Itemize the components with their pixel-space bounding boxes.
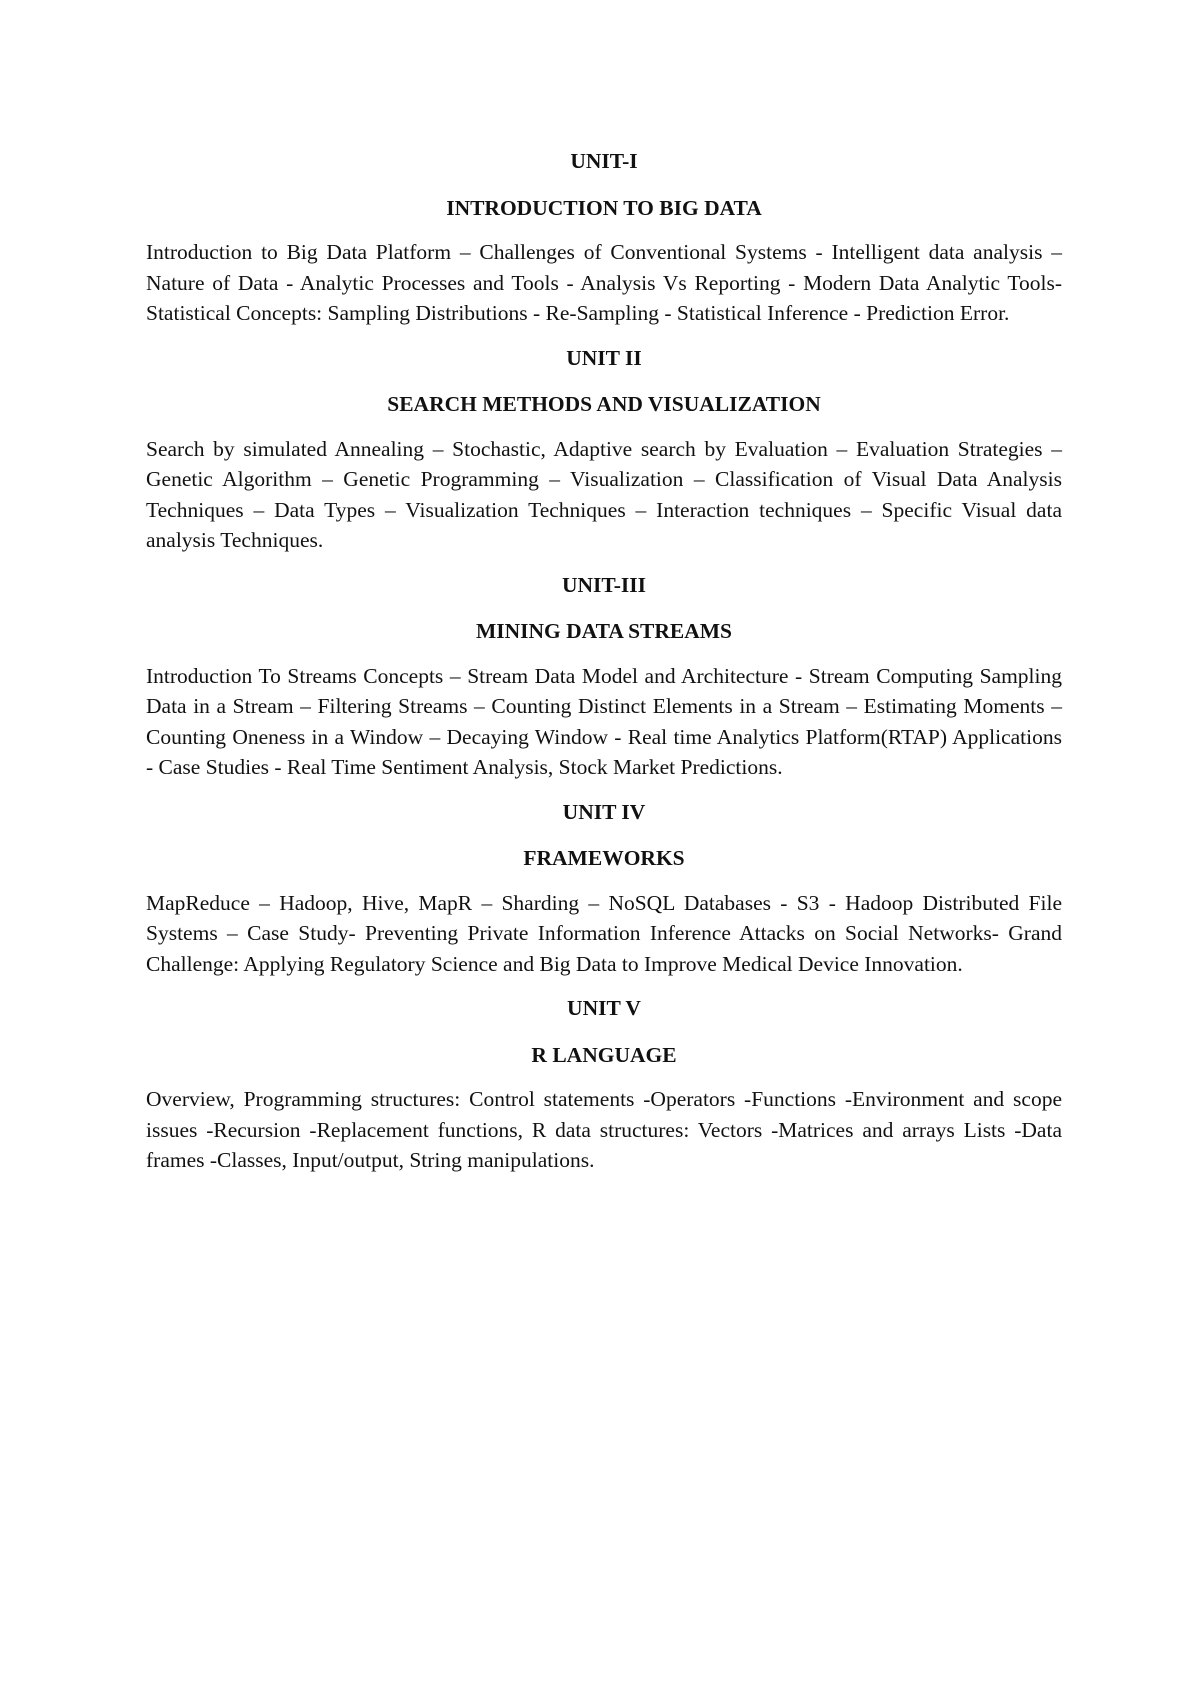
unit-body: MapReduce – Hadoop, Hive, MapR – Sharding – NoSQL Databases - S3 - Hadoop Distributed File Systems – Case Study- Preventing Private Information Inference Attacks on Social Networks- Grand Challenge: Applying Regulatory Science and Big Data to Improve Medical Device Innovation. — [146, 890, 1062, 976]
unit-label: UNIT V — [567, 996, 641, 1020]
unit-label: UNIT II — [566, 345, 642, 370]
unit-title: FRAMEWORKS — [523, 846, 685, 870]
unit-body: Introduction To Streams Concepts – Stream Data Model and Architecture - Stream Computing Sampling Data in a Stream – Filtering Streams – Counting Distinct Elements in a Stream – Estimating Moments – Counting Oneness in a Window – Decaying Window - Real time Analytics Platform(RTAP) Applications - Case Studies - Real Time Sentiment Analysis, Stock Market Predictions. — [146, 663, 1062, 779]
unit-label: UNIT IV — [562, 799, 646, 824]
unit-title: MINING DATA STREAMS — [475, 619, 733, 643]
unit-section-3 — [146, 570, 1062, 783]
unit-section-2 — [146, 343, 1062, 556]
unit-title: R LANGUAGE — [531, 1042, 677, 1067]
unit-body: Search by simulated Annealing – Stochastic, Adaptive search by Evaluation – Evaluation Strategies –Genetic Algorithm – Genetic Programming – Visualization – Classification of Visual Data Analysis Techniques – Data Types – Visualization Techniques – Interaction techniques – Specific Visual data analysis Techniques. — [146, 436, 1062, 552]
unit-section-4 — [146, 797, 1062, 980]
unit-title: SEARCH METHODS AND VISUALIZATION — [387, 392, 821, 416]
unit-title: INTRODUCTION TO BIG DATA — [446, 195, 762, 220]
unit-section-5 — [146, 993, 1062, 1176]
unit-body: Overview, Programming structures: Control statements -Operators -Functions -Environment and scope issues -Recursion -Replacement functions, R data structures: Vectors -Matrices and arrays Lists -Data frames -Classes, Input/output, String manipulations. — [146, 1087, 1062, 1172]
syllabus-content — [146, 146, 1062, 1190]
unit-label: UNIT-III — [561, 572, 647, 597]
unit-label: UNIT-I — [570, 149, 638, 173]
unit-body: Introduction to Big Data Platform – Challenges of Conventional Systems - Intelligent data analysis –Nature of Data - Analytic Processes and Tools - Analysis Vs Reporting - Modern Data Analytic Tools- Statistical Concepts: Sampling Distributions - Re-Sampling - Statistical Inference - Prediction Error. — [146, 240, 1062, 325]
unit-section-1 — [146, 146, 1062, 329]
